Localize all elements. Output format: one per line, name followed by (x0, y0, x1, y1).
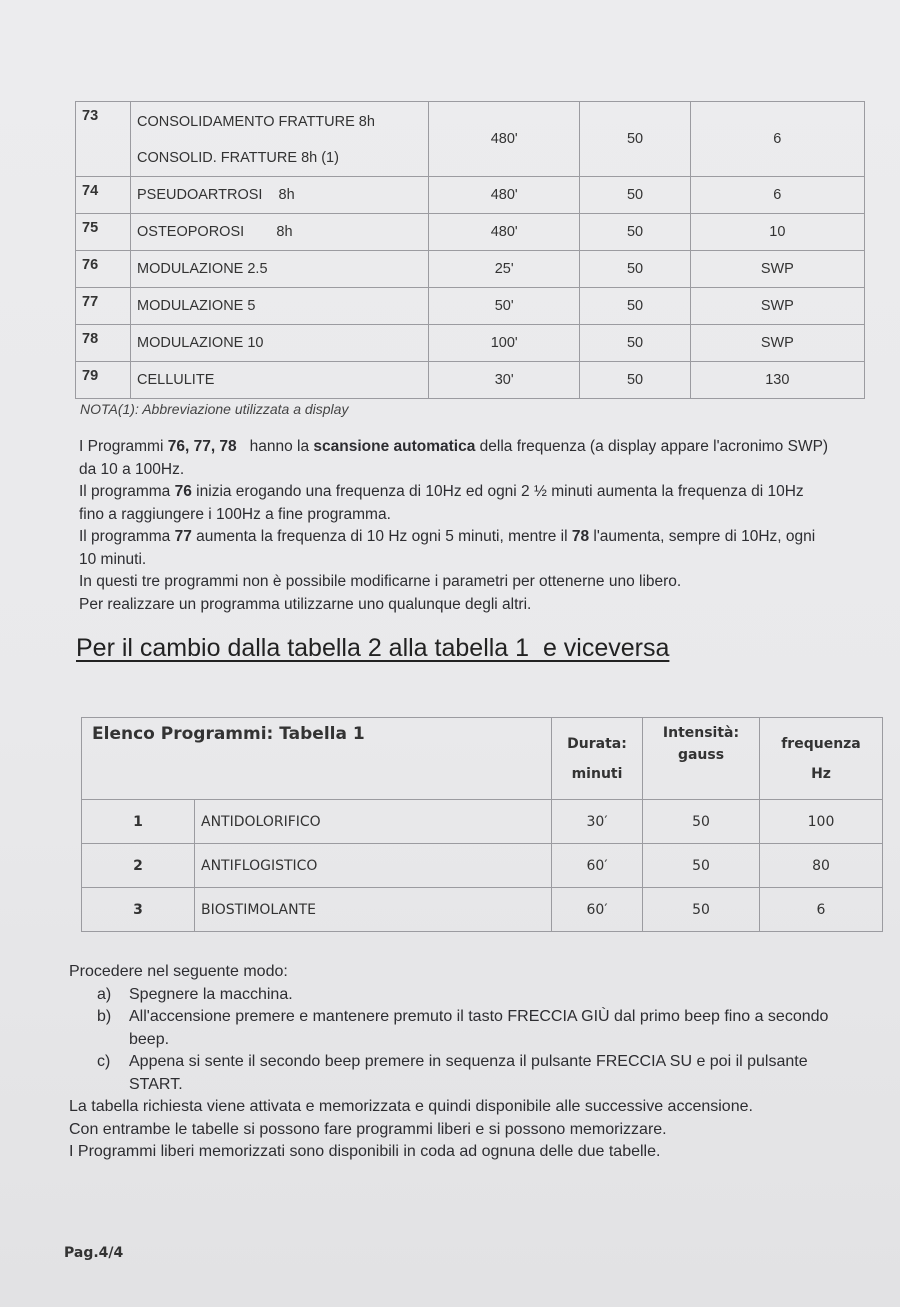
header-durata (552, 718, 643, 800)
durata-cell: 100' (429, 325, 580, 362)
frequenza-cell: SWP (690, 251, 864, 288)
table-title: Elenco Programmi: Tabella 1 (82, 718, 552, 800)
header-text: Durata: (567, 735, 627, 752)
list-item (69, 1006, 839, 1051)
table-row (76, 362, 865, 399)
frequenza-cell: 100 (760, 800, 883, 844)
intensita-cell: 50 (580, 251, 690, 288)
text: Il programma (79, 483, 175, 500)
table-row (82, 800, 883, 844)
bold-text: 78 (571, 528, 590, 545)
step-letter: b) (97, 1008, 112, 1025)
bold-text: 76 (174, 483, 192, 500)
header-frequenza (760, 718, 883, 800)
frequenza-cell: 10 (690, 214, 864, 251)
program-number: 2 (82, 844, 195, 888)
intensita-cell: 50 (580, 288, 690, 325)
programs-table-top (75, 101, 865, 399)
swp-description (79, 436, 829, 616)
table-row (82, 888, 883, 932)
frequenza-cell: 6 (690, 102, 864, 177)
program-number: 1 (82, 800, 195, 844)
bold-text: 76, 77, 78 (167, 438, 237, 455)
table-row (76, 177, 865, 214)
durata-cell: 30′ (552, 800, 643, 844)
intensita-cell: 50 (643, 800, 760, 844)
header-text: gauss (677, 747, 725, 763)
procedure-section (69, 961, 839, 1164)
frequenza-cell: 6 (760, 888, 883, 932)
program-number: 73 (76, 102, 131, 177)
table-row (82, 844, 883, 888)
program-name: OSTEOPOROSI 8h (131, 214, 429, 251)
paragraph-line: Per realizzare un programma utilizzarne uno qualunque degli altri. (79, 595, 532, 613)
header-intensita (643, 718, 760, 800)
frequenza-cell: SWP (690, 288, 864, 325)
frequenza-cell: SWP (690, 325, 864, 362)
durata-cell: 30' (429, 362, 580, 399)
program-name: CELLULITE (131, 362, 429, 399)
intensita-cell: 50 (580, 102, 690, 177)
table-row (76, 325, 865, 362)
intensita-cell: 50 (580, 362, 690, 399)
intensita-cell: 50 (643, 888, 760, 932)
program-name: MODULAZIONE 2.5 (131, 251, 429, 288)
text: I Programmi (79, 438, 168, 455)
text: l'aumenta, sempre di 10Hz, ogni 10 minuti. (79, 528, 816, 568)
bold-text: scansione automatica (313, 438, 476, 455)
list-item (69, 984, 839, 1007)
paragraph-line (79, 481, 829, 526)
procedure-intro: Procedere nel seguente modo: (69, 963, 288, 980)
header-text: Intensità: (662, 725, 740, 741)
table-row (76, 102, 865, 177)
step-letter: c) (97, 1053, 111, 1070)
durata-cell: 480' (429, 214, 580, 251)
header-text: Hz (811, 765, 831, 782)
program-number: 76 (76, 251, 131, 288)
bold-text: 77 (174, 528, 192, 545)
frequenza-cell: 6 (690, 177, 864, 214)
step-letter: a) (97, 985, 112, 1003)
paragraph-line: In questi tre programmi non è possibile modificarne i parametri per ottenerne uno libero. (79, 573, 682, 590)
step-text: All'accensione premere e mantenere premuto il tasto FRECCIA GIÙ dal primo beep fino a secondo beep. (129, 1008, 829, 1048)
table-row (76, 214, 865, 251)
program-number: 78 (76, 325, 131, 362)
durata-cell: 25' (429, 251, 580, 288)
program-name: BIOSTIMOLANTE (195, 888, 552, 932)
intensita-cell: 50 (580, 325, 690, 362)
program-number: 77 (76, 288, 131, 325)
program-number: 74 (76, 177, 131, 214)
program-name-full: CONSOLIDAMENTO FRATTURE 8h (137, 114, 375, 130)
table-note: NOTA(1): Abbreviazione utilizzata a display (80, 401, 349, 417)
step-text: Spegnere la macchina. (129, 985, 293, 1003)
header-text: frequenza (781, 735, 861, 752)
program-name: ANTIDOLORIFICO (195, 800, 552, 844)
table-row (76, 288, 865, 325)
text: aumenta la frequenza di 10 Hz ogni 5 minuti, mentre il (191, 528, 572, 545)
table-row (76, 251, 865, 288)
program-number: 79 (76, 362, 131, 399)
frequenza-cell: 80 (760, 844, 883, 888)
header-text: minuti (571, 765, 623, 782)
intensita-cell: 50 (643, 844, 760, 888)
text: hanno la (236, 438, 314, 455)
table-header-row (82, 718, 883, 800)
program-name: MODULAZIONE 5 (131, 288, 429, 325)
intensita-cell: 50 (580, 214, 690, 251)
program-number: 75 (76, 214, 131, 251)
procedure-paragraph: La tabella richiesta viene attivata e memorizzata e quindi disponibile alle successive accensione. (69, 1098, 753, 1115)
durata-cell: 480' (429, 177, 580, 214)
text: della frequenza (a display appare l'acronimo SWP) da 10 a 100Hz. (79, 438, 829, 478)
durata-cell: 50' (429, 288, 580, 325)
program-name: ANTIFLOGISTICO (195, 844, 552, 888)
program-number: 3 (82, 888, 195, 932)
procedure-paragraph: I Programmi liberi memorizzati sono disponibili in coda ad ognuna delle due tabelle. (69, 1143, 661, 1160)
section-heading: Per il cambio dalla tabella 2 alla tabella 1 e viceversa (76, 634, 670, 662)
program-name: MODULAZIONE 10 (131, 325, 429, 362)
program-name: PSEUDOARTROSI 8h (131, 177, 429, 214)
program-name-abbrev: CONSOLID. FRATTURE 8h (1) (137, 150, 339, 166)
durata-cell: 480' (429, 102, 580, 177)
procedure-steps (69, 984, 839, 1097)
paragraph-line (79, 526, 829, 571)
durata-cell: 60′ (552, 844, 643, 888)
durata-cell: 60′ (552, 888, 643, 932)
intensita-cell: 50 (580, 177, 690, 214)
paragraph-line (79, 436, 829, 481)
text: Il programma (79, 528, 175, 545)
frequenza-cell: 130 (690, 362, 864, 399)
list-item (69, 1051, 839, 1096)
procedure-paragraph: Con entrambe le tabelle si possono fare programmi liberi e si possono memorizzare. (69, 1120, 667, 1138)
page-number: Pag.4/4 (64, 1245, 124, 1261)
program-name (131, 102, 429, 177)
programs-table-1 (81, 717, 883, 932)
step-text: Appena si sente il secondo beep premere in sequenza il pulsante FRECCIA SU e poi il pulsante START. (129, 1053, 808, 1093)
text: inizia erogando una frequenza di 10Hz ed ogni 2 ½ minuti aumenta la frequenza di 10Hz fino a raggiungere i 100Hz a fine programma. (79, 483, 804, 523)
